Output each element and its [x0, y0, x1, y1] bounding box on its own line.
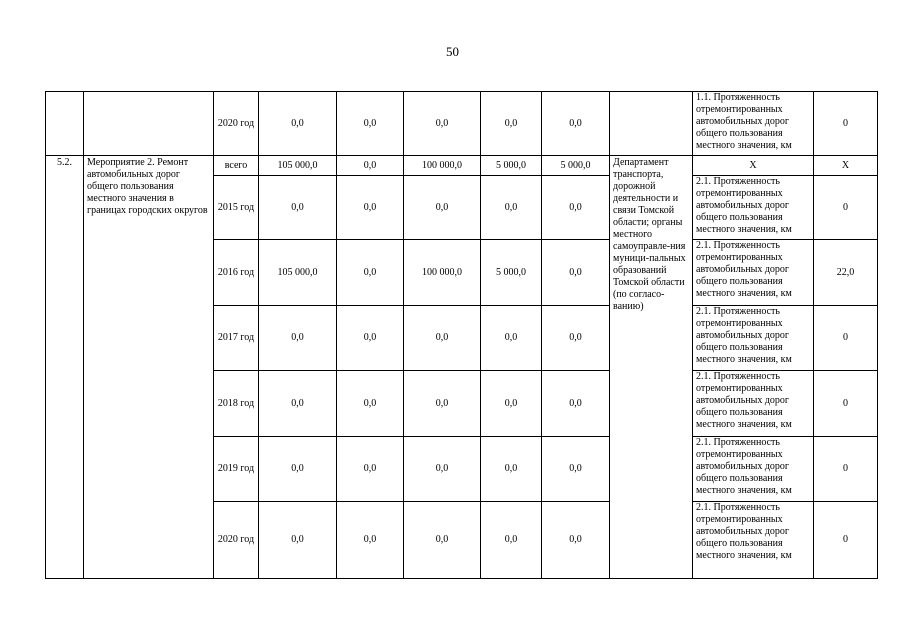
cell-target: 22,0: [814, 240, 878, 306]
cell-value: 0,0: [542, 502, 610, 579]
cell-value: 0,0: [481, 437, 542, 502]
page-number: 50: [446, 44, 459, 59]
cell-target: 0: [814, 306, 878, 371]
cell-target: 0: [814, 437, 878, 502]
cell-value: 0,0: [337, 306, 404, 371]
table-row: [46, 92, 878, 156]
cell-value: 0,0: [259, 502, 337, 579]
cell-indicator: 2.1. Протяженность отремонтированных автомобильных дорог общего пользования местного значения, км: [693, 240, 814, 306]
cell-indicator: 2.1. Протяженность отремонтированных автомобильных дорог общего пользования местного значения, км: [693, 437, 814, 502]
cell-indicator: 2.1. Протяженность отремонтированных автомобильных дорог общего пользования местного значения, км: [693, 371, 814, 437]
cell-value: 0,0: [337, 156, 404, 176]
cell-value: 0,0: [404, 306, 481, 371]
cell-value: 0,0: [259, 371, 337, 437]
cell-period: 2020 год: [214, 92, 259, 156]
cell-target: X: [814, 156, 878, 176]
cell-period: 2017 год: [214, 306, 259, 371]
cell-value: 100 000,0: [404, 240, 481, 306]
cell-executor: Департамент транспорта, дорожной деятельности и связи Томской области; органы местного самоуправле-ния муници-пальных образований Томской области (по согласо-ванию): [610, 156, 693, 579]
cell-value: 0,0: [542, 240, 610, 306]
cell-value: 0,0: [542, 176, 610, 240]
cell-value: 0,0: [259, 92, 337, 156]
cell-value: 0,0: [481, 306, 542, 371]
cell-target: 0: [814, 502, 878, 579]
cell-value: 0,0: [337, 502, 404, 579]
cell-number: 5.2.: [46, 156, 84, 579]
cell-value: 0,0: [259, 437, 337, 502]
cell-measure: Мероприятие 2. Ремонт автомобильных дорог общего пользования местного значения в границах городских округов: [84, 156, 214, 579]
cell-value: 0,0: [481, 502, 542, 579]
cell-value: 5 000,0: [481, 156, 542, 176]
cell-period: 2019 год: [214, 437, 259, 502]
cell-indicator: 2.1. Протяженность отремонтированных автомобильных дорог общего пользования местного значения, км: [693, 502, 814, 579]
cell-value: 0,0: [337, 176, 404, 240]
cell-indicator: X: [693, 156, 814, 176]
cell-value: 105 000,0: [259, 240, 337, 306]
program-table: [45, 91, 878, 579]
cell-value: 100 000,0: [404, 156, 481, 176]
cell-value: 105 000,0: [259, 156, 337, 176]
cell-value: 5 000,0: [542, 156, 610, 176]
cell-value: 0,0: [481, 176, 542, 240]
cell-period: всего: [214, 156, 259, 176]
cell-value: 0,0: [542, 371, 610, 437]
cell-indicator: 1.1. Протяженность отремонтированных автомобильных дорог общего пользования местного значения, км: [693, 92, 814, 156]
cell-period: 2015 год: [214, 176, 259, 240]
cell-value: 0,0: [404, 176, 481, 240]
cell-value: 0,0: [337, 371, 404, 437]
cell-target: 0: [814, 92, 878, 156]
cell-value: 0,0: [542, 92, 610, 156]
cell-value: 0,0: [337, 92, 404, 156]
cell-value: 0,0: [404, 371, 481, 437]
cell-period: 2018 год: [214, 371, 259, 437]
cell-value: 0,0: [259, 176, 337, 240]
cell-value: 0,0: [259, 306, 337, 371]
cell-value: 0,0: [404, 437, 481, 502]
cell-value: 0,0: [481, 371, 542, 437]
cell-period: 2016 год: [214, 240, 259, 306]
cell-value: 0,0: [542, 306, 610, 371]
cell-value: 0,0: [404, 92, 481, 156]
cell-indicator: 2.1. Протяженность отремонтированных автомобильных дорог общего пользования местного значения, км: [693, 306, 814, 371]
cell-measure: [84, 92, 214, 156]
cell-value: 0,0: [481, 92, 542, 156]
cell-period: 2020 год: [214, 502, 259, 579]
cell-value: 0,0: [542, 437, 610, 502]
cell-target: 0: [814, 176, 878, 240]
cell-value: 0,0: [404, 502, 481, 579]
cell-value: 0,0: [337, 437, 404, 502]
cell-indicator: 2.1. Протяженность отремонтированных автомобильных дорог общего пользования местного значения, км: [693, 176, 814, 240]
cell-value: 0,0: [337, 240, 404, 306]
cell-target: 0: [814, 371, 878, 437]
cell-value: 5 000,0: [481, 240, 542, 306]
cell-executor: [610, 92, 693, 156]
table-row: [46, 156, 878, 176]
cell-number: [46, 92, 84, 156]
